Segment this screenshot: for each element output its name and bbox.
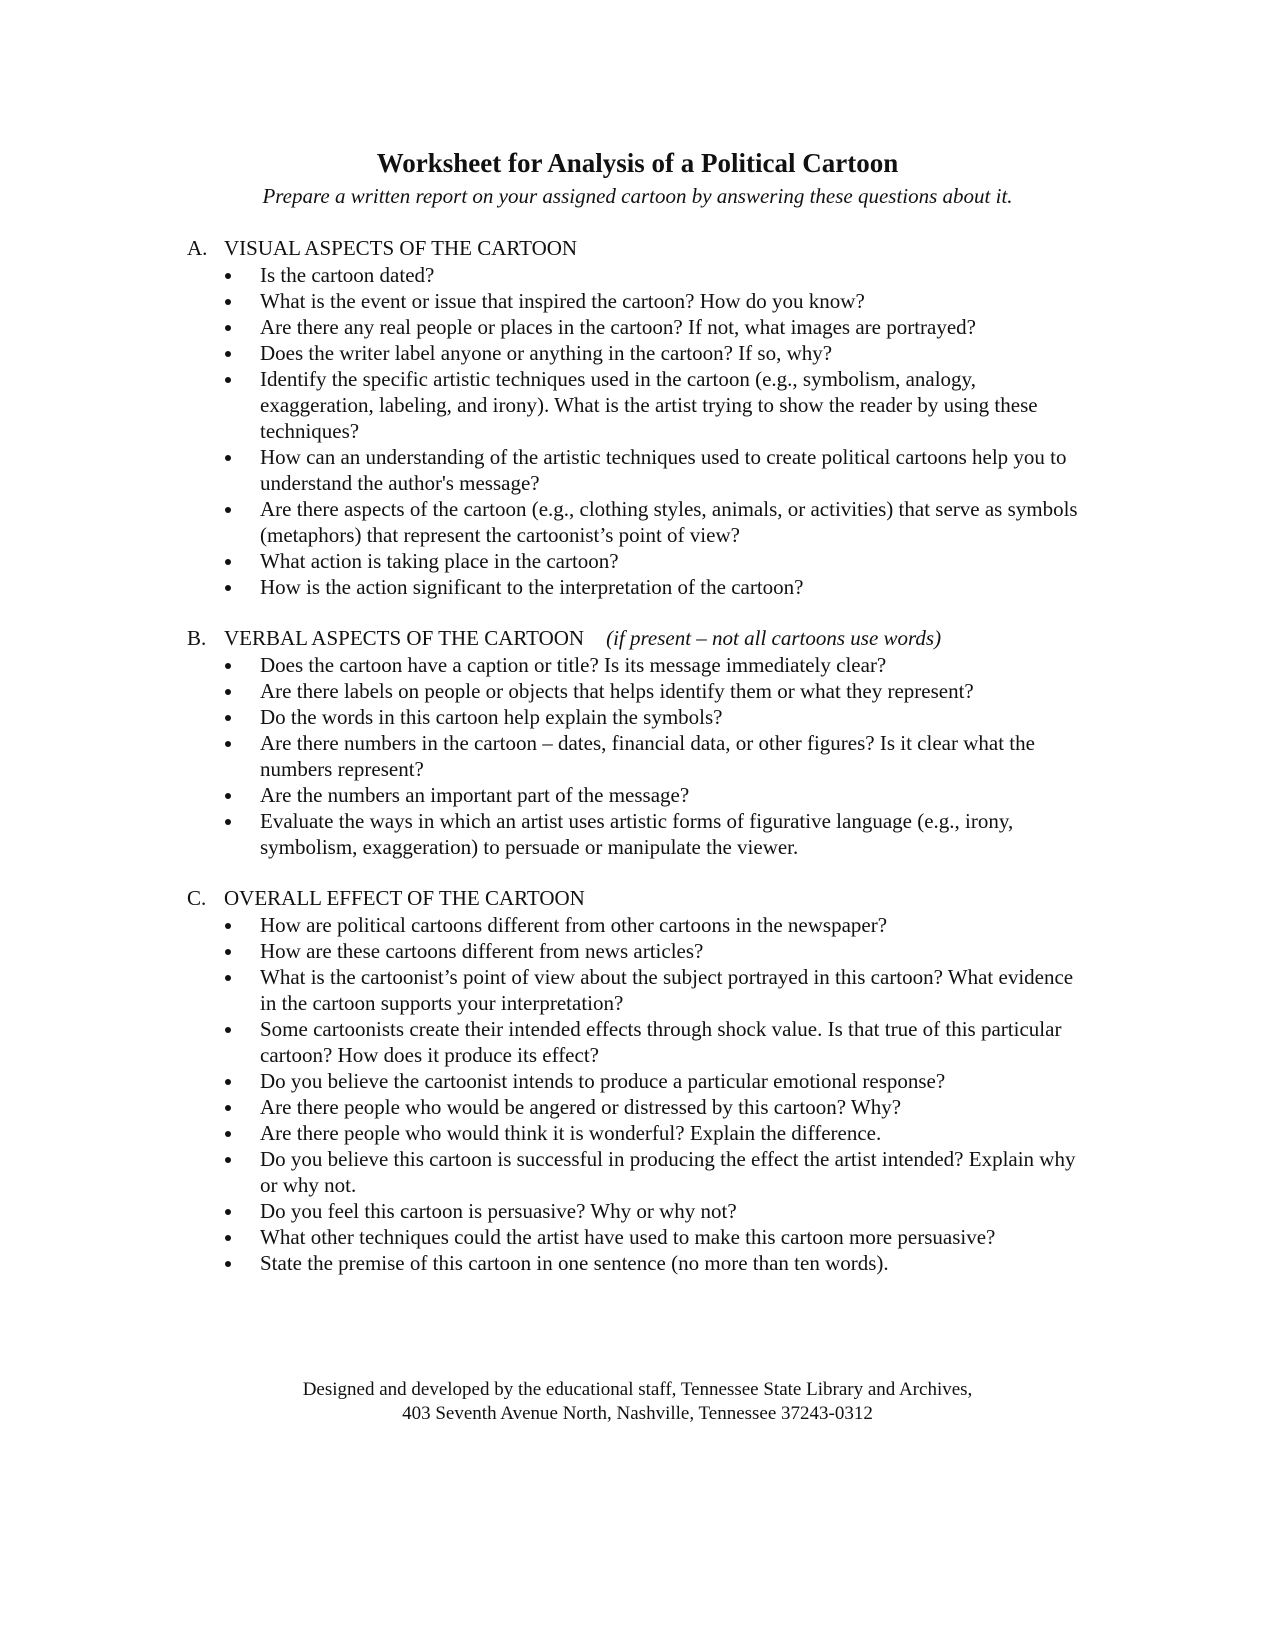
section-c (187, 885, 1087, 1276)
question-item (187, 808, 1090, 860)
section-letter: B. (187, 626, 207, 650)
question-list (187, 652, 1087, 860)
section-heading-note: (if present – not all cartoons use words) (606, 626, 942, 650)
section-letter: C. (187, 886, 207, 910)
question-text: How is the action significant to the interpretation of the cartoon? (260, 575, 804, 599)
bullet-icon (225, 559, 231, 565)
question-item (187, 548, 1090, 574)
bullet-icon (225, 741, 231, 747)
question-item (187, 314, 1090, 340)
question-text: How can an understanding of the artistic techniques used to create political cartoons help you to understand the author's message? (260, 445, 1067, 495)
question-text: Are the numbers an important part of the message? (260, 783, 690, 807)
question-text: What is the event or issue that inspired the cartoon? How do you know? (260, 289, 865, 313)
question-text: Do you believe this cartoon is successful in producing the effect the artist intended? Explain why or why not. (260, 1147, 1076, 1197)
bullet-icon (225, 663, 231, 669)
section-b (187, 625, 1087, 860)
question-item (187, 496, 1090, 548)
question-item (187, 1224, 1090, 1250)
question-item (187, 782, 1090, 808)
question-text: Are there any real people or places in the cartoon? If not, what images are portrayed? (260, 315, 976, 339)
bullet-icon (225, 351, 231, 357)
bullet-icon (225, 455, 231, 461)
question-text: Does the cartoon have a caption or title? Is its message immediately clear? (260, 653, 887, 677)
section-heading (187, 235, 1087, 262)
question-text: Is the cartoon dated? (260, 263, 435, 287)
question-item (187, 1250, 1090, 1276)
question-item (187, 964, 1090, 1016)
footer-line-1: Designed and developed by the educational staff, Tennessee State Library and Archives, (302, 1379, 973, 1400)
question-item (187, 262, 1090, 288)
question-text: Are there numbers in the cartoon – dates, financial data, or other figures? Is it clear what the numbers represent? (260, 731, 1035, 781)
bullet-icon (225, 819, 231, 825)
question-item (187, 730, 1090, 782)
question-text: How are political cartoons different from other cartoons in the newspaper? (260, 913, 888, 937)
question-item (187, 1016, 1090, 1068)
section-letter: A. (187, 236, 208, 260)
question-item (187, 938, 1090, 964)
question-item (187, 1120, 1090, 1146)
question-text: Are there people who would think it is wonderful? Explain the difference. (260, 1121, 882, 1145)
question-item (187, 652, 1090, 678)
question-item (187, 574, 1090, 600)
section-heading-text: VERBAL ASPECTS OF THE CARTOON (224, 626, 585, 650)
question-item (187, 1198, 1090, 1224)
bullet-icon (225, 507, 231, 513)
bullet-icon (225, 585, 231, 591)
question-text: Do you feel this cartoon is persuasive? Why or why not? (260, 1199, 737, 1223)
bullet-icon (225, 793, 231, 799)
bullet-icon (225, 975, 231, 981)
section-heading-text: VISUAL ASPECTS OF THE CARTOON (224, 236, 578, 260)
section-heading (187, 885, 1087, 912)
question-text: What other techniques could the artist have used to make this cartoon more persuasive? (260, 1225, 996, 1249)
section-heading-text: OVERALL EFFECT OF THE CARTOON (224, 886, 585, 910)
bullet-icon (225, 923, 231, 929)
question-text: Are there labels on people or objects that helps identify them or what they represent? (260, 679, 974, 703)
bullet-icon (225, 1261, 231, 1267)
footer-line-2: 403 Seventh Avenue North, Nashville, Tennessee 37243-0312 (402, 1403, 873, 1424)
question-item (187, 366, 1090, 444)
question-text: Identify the specific artistic techniques used in the cartoon (e.g., symbolism, analogy, exaggeration, labeling, and irony). What is the artist trying to show the reader by using these techniques? (260, 367, 1038, 443)
bullet-icon (225, 299, 231, 305)
bullet-icon (225, 1235, 231, 1241)
section-a (187, 235, 1087, 600)
question-text: What is the cartoonist’s point of view about the subject portrayed in this cartoon? What evidence in the cartoon supports your interpretation? (260, 965, 1074, 1015)
bullet-icon (225, 1157, 231, 1163)
question-item (187, 1094, 1090, 1120)
bullet-icon (225, 1105, 231, 1111)
bullet-icon (225, 689, 231, 695)
page-subtitle: Prepare a written report on your assigned cartoon by answering these questions about it. (262, 184, 1013, 208)
question-item (187, 1146, 1090, 1198)
bullet-icon (225, 1079, 231, 1085)
question-item (187, 704, 1090, 730)
question-item (187, 678, 1090, 704)
question-text: Evaluate the ways in which an artist uses artistic forms of figurative language (e.g., irony, symbolism, exaggeration) to persuade or manipulate the viewer. (260, 809, 1014, 859)
bullet-icon (225, 1131, 231, 1137)
footer (0, 1378, 1275, 1426)
question-item (187, 912, 1090, 938)
page-title: Worksheet for Analysis of a Political Cartoon (376, 148, 899, 178)
bullet-icon (225, 1027, 231, 1033)
question-item (187, 340, 1090, 366)
question-item (187, 444, 1090, 496)
question-text: Does the writer label anyone or anything in the cartoon? If so, why? (260, 341, 833, 365)
sections-container (187, 235, 1087, 1301)
bullet-icon (225, 1209, 231, 1215)
question-list (187, 912, 1087, 1276)
question-text: Are there aspects of the cartoon (e.g., clothing styles, animals, or activities) that serve as symbols (metaphors) that represent the cartoonist’s point of view? (260, 497, 1078, 547)
question-item (187, 288, 1090, 314)
question-list (187, 262, 1087, 600)
bullet-icon (225, 377, 231, 383)
question-item (187, 1068, 1090, 1094)
bullet-icon (225, 325, 231, 331)
question-text: Do the words in this cartoon help explain the symbols? (260, 705, 723, 729)
bullet-icon (225, 273, 231, 279)
question-text: State the premise of this cartoon in one sentence (no more than ten words). (260, 1251, 889, 1275)
bullet-icon (225, 715, 231, 721)
question-text: Some cartoonists create their intended effects through shock value. Is that true of this particular cartoon? How does it produce its effect? (260, 1017, 1062, 1067)
bullet-icon (225, 949, 231, 955)
question-text: Are there people who would be angered or distressed by this cartoon? Why? (260, 1095, 902, 1119)
question-text: Do you believe the cartoonist intends to produce a particular emotional response? (260, 1069, 946, 1093)
section-heading (187, 625, 1087, 652)
question-text: What action is taking place in the cartoon? (260, 549, 619, 573)
question-text: How are these cartoons different from news articles? (260, 939, 704, 963)
